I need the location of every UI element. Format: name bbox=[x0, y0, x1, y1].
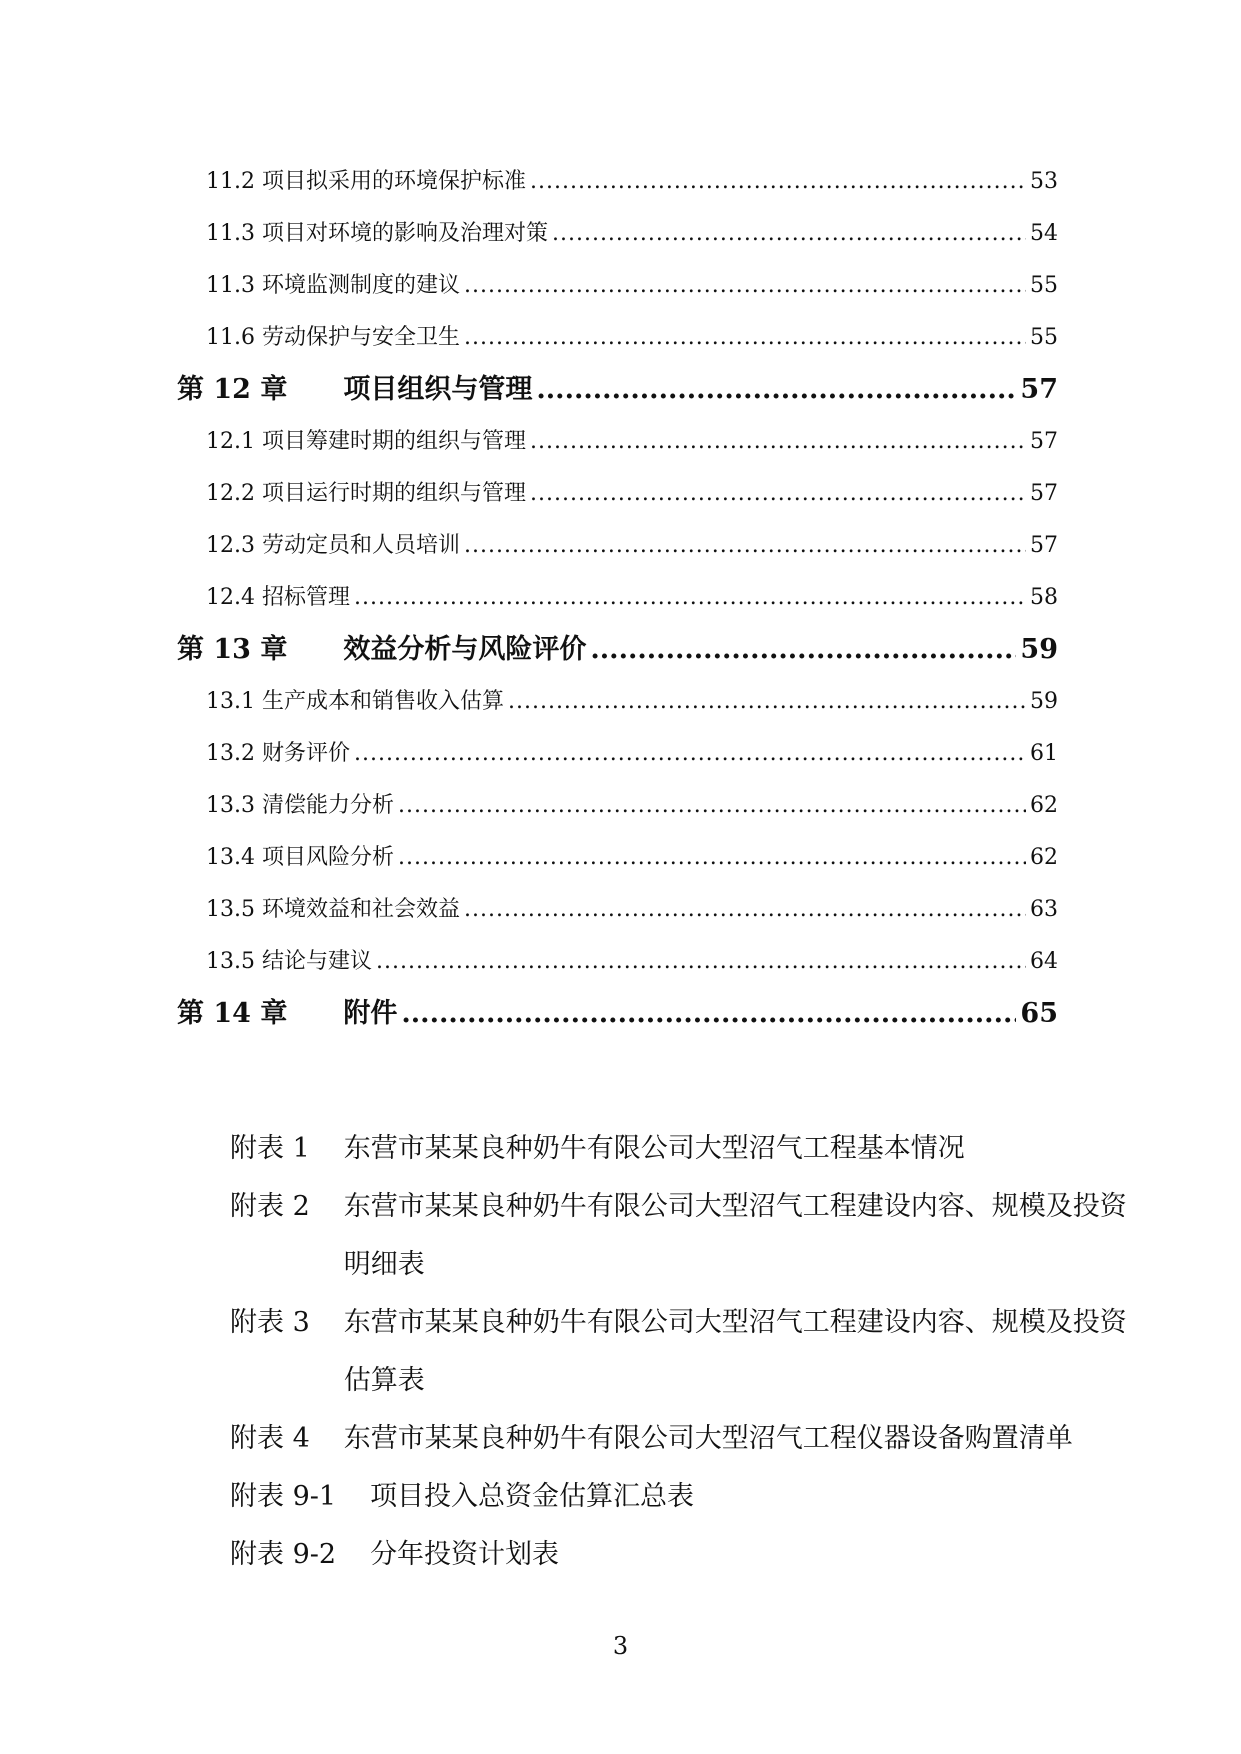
appendix-item bbox=[230, 1178, 1130, 1294]
toc-section-title: 12.1 项目筹建时期的组织与管理 bbox=[206, 429, 526, 454]
appendix-item bbox=[230, 1294, 1130, 1410]
toc-page-number: 62 bbox=[1030, 793, 1058, 818]
toc-section-title: 13.2 财务评价 bbox=[206, 741, 350, 766]
toc-section-title: 13.4 项目风险分析 bbox=[206, 845, 394, 870]
toc-chapter-name: 效益分析与风险评价 bbox=[343, 634, 587, 665]
toc-page-number: 62 bbox=[1030, 845, 1058, 870]
toc-section-row[interactable] bbox=[177, 676, 1058, 728]
appendix-item bbox=[230, 1526, 1130, 1584]
toc-chapter-row[interactable] bbox=[177, 624, 1058, 676]
toc-page-number: 65 bbox=[1020, 998, 1058, 1029]
toc-section-row[interactable] bbox=[177, 572, 1058, 624]
toc-leader-dots bbox=[354, 728, 1026, 780]
toc-chapter-title bbox=[177, 988, 397, 1040]
toc-section-title: 11.3 项目对环境的影响及治理对策 bbox=[206, 221, 548, 246]
toc-leader-dots bbox=[552, 208, 1026, 260]
appendix-item bbox=[230, 1410, 1130, 1468]
toc-chapter-name: 附件 bbox=[343, 998, 398, 1029]
toc-page-number: 55 bbox=[1030, 273, 1058, 298]
toc-section-row[interactable] bbox=[177, 728, 1058, 780]
toc-section-row[interactable] bbox=[177, 416, 1058, 468]
toc-section-row[interactable] bbox=[177, 156, 1058, 208]
toc-section-row[interactable] bbox=[177, 884, 1058, 936]
toc-leader-dots bbox=[590, 624, 1016, 676]
toc-leader-dots bbox=[401, 988, 1016, 1040]
appendix-code: 附表 2 bbox=[230, 1191, 310, 1222]
toc-page-number: 57 bbox=[1030, 429, 1058, 454]
toc-page-number: 57 bbox=[1030, 533, 1058, 558]
toc-chapter-row[interactable] bbox=[177, 988, 1058, 1040]
toc-page-number: 54 bbox=[1030, 221, 1058, 246]
toc-section-row[interactable] bbox=[177, 780, 1058, 832]
toc-section-title: 12.2 项目运行时期的组织与管理 bbox=[206, 481, 526, 506]
toc-page-number: 61 bbox=[1030, 741, 1058, 766]
toc-section-title: 13.5 环境效益和社会效益 bbox=[206, 897, 460, 922]
toc-section-row[interactable] bbox=[177, 832, 1058, 884]
appendix-title: 东营市某某良种奶牛有限公司大型沼气工程建设内容、规模及投资估算表 bbox=[343, 1307, 1127, 1396]
toc-page-number: 58 bbox=[1030, 585, 1058, 610]
appendix-title: 东营市某某良种奶牛有限公司大型沼气工程仪器设备购置清单 bbox=[343, 1423, 1073, 1454]
toc-page-number: 57 bbox=[1030, 481, 1058, 506]
toc-section-row[interactable] bbox=[177, 312, 1058, 364]
appendix-code: 附表 3 bbox=[230, 1307, 310, 1338]
toc-leader-dots bbox=[464, 884, 1026, 936]
toc-section-title: 11.3 环境监测制度的建议 bbox=[206, 273, 460, 298]
toc-section-title: 13.1 生产成本和销售收入估算 bbox=[206, 689, 504, 714]
toc-section-title: 13.3 清偿能力分析 bbox=[206, 793, 394, 818]
toc-page-number: 55 bbox=[1030, 325, 1058, 350]
toc-section-row[interactable] bbox=[177, 208, 1058, 260]
toc-leader-dots bbox=[464, 520, 1026, 572]
page-number: 3 bbox=[612, 1632, 629, 1660]
toc-leader-dots bbox=[464, 312, 1026, 364]
appendix-code: 附表 9-2 bbox=[230, 1539, 337, 1570]
table-of-contents bbox=[177, 156, 1058, 1040]
toc-page-number: 59 bbox=[1020, 634, 1058, 665]
toc-page-number: 59 bbox=[1030, 689, 1058, 714]
toc-leader-dots bbox=[398, 780, 1026, 832]
appendix-code: 附表 9-1 bbox=[230, 1481, 337, 1512]
toc-section-title: 12.4 招标管理 bbox=[206, 585, 350, 610]
toc-page-number: 63 bbox=[1030, 897, 1058, 922]
toc-leader-dots bbox=[530, 468, 1026, 520]
toc-section-row[interactable] bbox=[177, 468, 1058, 520]
toc-leader-dots bbox=[530, 416, 1026, 468]
toc-section-title: 13.5 结论与建议 bbox=[206, 949, 372, 974]
toc-chapter-title bbox=[177, 624, 586, 676]
appendix-item bbox=[230, 1468, 1130, 1526]
toc-chapter-row[interactable] bbox=[177, 364, 1058, 416]
toc-page-number: 64 bbox=[1030, 949, 1058, 974]
toc-leader-dots bbox=[530, 156, 1026, 208]
appendix-list bbox=[230, 1120, 1130, 1584]
toc-chapter-name: 项目组织与管理 bbox=[343, 374, 533, 405]
toc-leader-dots bbox=[398, 832, 1026, 884]
appendix-item bbox=[230, 1120, 1130, 1178]
toc-chapter-number: 第 13 章 bbox=[177, 634, 288, 665]
appendix-title: 东营市某某良种奶牛有限公司大型沼气工程基本情况 bbox=[343, 1133, 965, 1164]
toc-chapter-number: 第 14 章 bbox=[177, 998, 288, 1029]
toc-section-title: 11.2 项目拟采用的环境保护标准 bbox=[206, 169, 526, 194]
appendix-title: 项目投入总资金估算汇总表 bbox=[370, 1481, 695, 1512]
toc-section-title: 12.3 劳动定员和人员培训 bbox=[206, 533, 460, 558]
toc-leader-dots bbox=[464, 260, 1026, 312]
toc-chapter-title bbox=[177, 364, 532, 416]
toc-chapter-number: 第 12 章 bbox=[177, 374, 288, 405]
toc-page-number: 53 bbox=[1030, 169, 1058, 194]
appendix-title: 分年投资计划表 bbox=[370, 1539, 560, 1570]
toc-leader-dots bbox=[508, 676, 1026, 728]
toc-leader-dots bbox=[354, 572, 1026, 624]
appendix-code: 附表 4 bbox=[230, 1423, 310, 1454]
appendix-code: 附表 1 bbox=[230, 1133, 310, 1164]
toc-leader-dots bbox=[376, 936, 1026, 988]
toc-page-number: 57 bbox=[1020, 374, 1058, 405]
toc-section-title: 11.6 劳动保护与安全卫生 bbox=[206, 325, 460, 350]
toc-section-row[interactable] bbox=[177, 936, 1058, 988]
toc-section-row[interactable] bbox=[177, 520, 1058, 572]
appendix-title: 东营市某某良种奶牛有限公司大型沼气工程建设内容、规模及投资明细表 bbox=[343, 1191, 1127, 1280]
toc-leader-dots bbox=[536, 364, 1016, 416]
toc-section-row[interactable] bbox=[177, 260, 1058, 312]
